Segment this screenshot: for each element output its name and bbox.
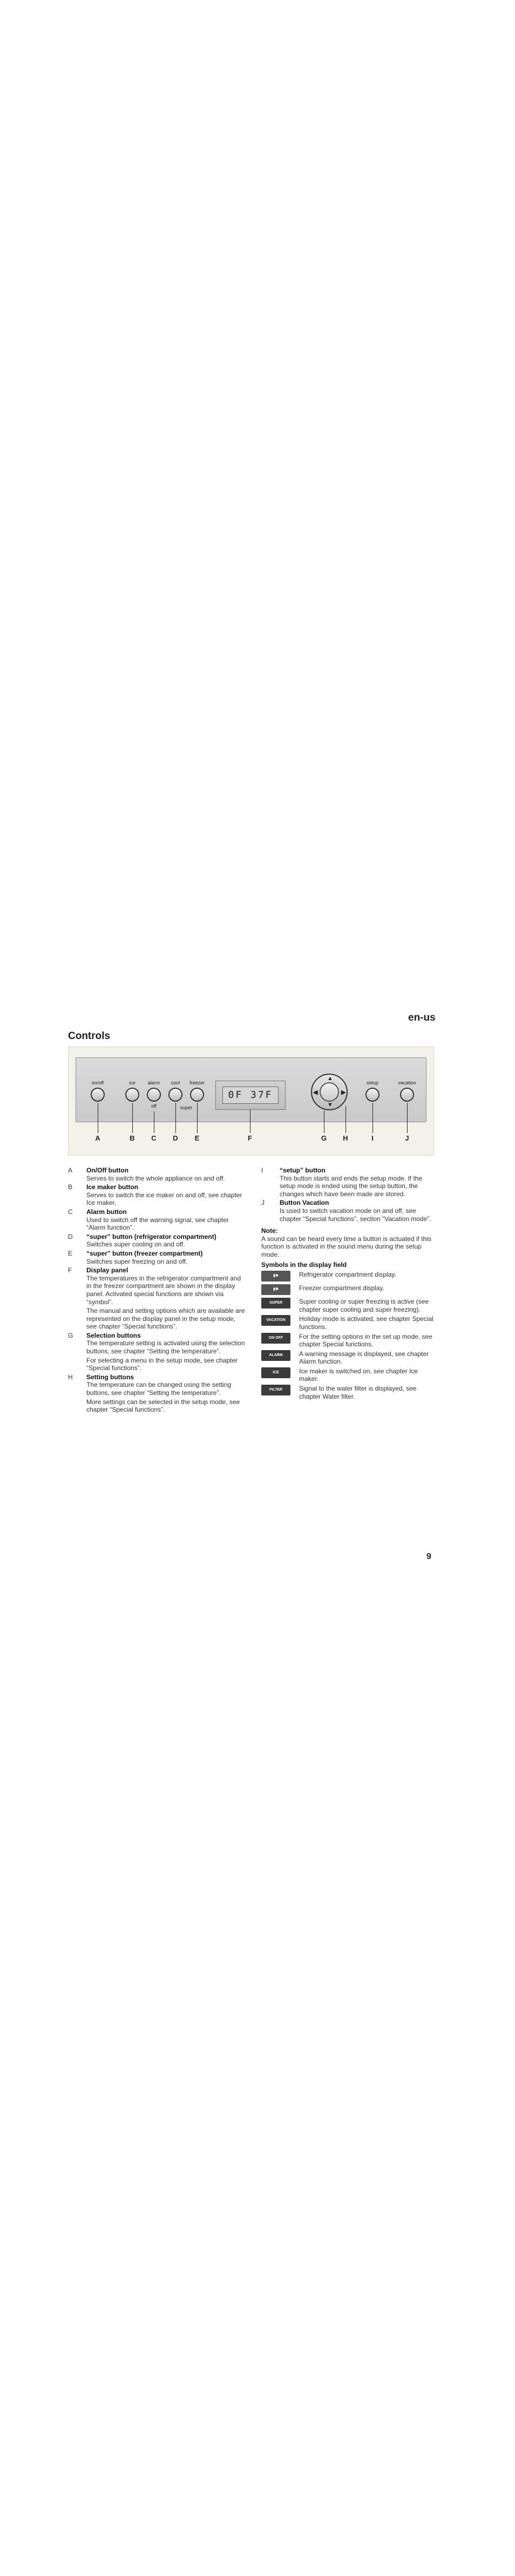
symbol-row: ALARM A warning message is displayed, see chapter Alarm function. <box>261 1350 434 1366</box>
cool-button <box>168 1088 182 1102</box>
note-title: Note: <box>261 1227 278 1235</box>
super-symbol-icon: SUPER <box>261 1298 290 1309</box>
callout-letter-f: F <box>248 1134 252 1142</box>
legend-item-f: F Display panel The temperatures in the refrigerator compartment and in the freezer compartment are shown in the display panel. Activated special functions are shown via “symbol”. The manual and setting options which are available are represented on the display panel in the setup mode, see chapter “Special functions”. <box>68 1266 245 1331</box>
arrow-down-icon: ▼ <box>327 1102 333 1108</box>
callout-line <box>132 1103 133 1133</box>
vacation-label: vacation <box>398 1080 416 1085</box>
alarm-label: alarm <box>147 1080 160 1085</box>
callout-line <box>175 1103 176 1133</box>
callout-line <box>407 1103 408 1133</box>
freezer-button <box>190 1088 204 1102</box>
ice-symbol-icon: ICE <box>261 1367 290 1378</box>
callout-letter-b: B <box>130 1134 135 1142</box>
callout-letter-e: E <box>194 1134 200 1142</box>
arrow-left-icon: ◀ <box>313 1089 318 1096</box>
callout-line <box>372 1103 373 1133</box>
callout-line <box>197 1103 198 1133</box>
left-column <box>68 1166 246 1415</box>
arrow-up-icon: ▲ <box>327 1075 333 1082</box>
ice-label: ice <box>129 1080 135 1085</box>
callout-letter-c: C <box>151 1134 157 1142</box>
language-label: en-us <box>408 1012 436 1023</box>
vacation-symbol-icon: VACATION <box>261 1315 290 1326</box>
callout-letter-j: J <box>405 1134 409 1142</box>
alarm-off-label: off <box>151 1103 157 1109</box>
callout-letter-g: G <box>321 1134 327 1142</box>
legend-item-e: E “super” button (freezer compartment) Switches super freezing on and off. <box>68 1249 203 1265</box>
dial-center <box>320 1082 339 1102</box>
symbol-row: ▮❄ Refrigerator compartment display. <box>261 1271 434 1283</box>
on-off-button <box>91 1088 105 1102</box>
arrow-right-icon: ▶ <box>341 1089 346 1096</box>
setup-label: setup <box>366 1080 379 1085</box>
display-panel <box>215 1081 286 1110</box>
symbol-row: ICE Ice maker is switched on, see chapter Ice maker. <box>261 1367 434 1383</box>
vacation-button <box>400 1088 414 1102</box>
fridge-display-icon: ▮❄ <box>261 1271 290 1282</box>
alarm-button <box>147 1088 161 1102</box>
display-readout: 0F 37F <box>222 1087 279 1104</box>
filter-symbol-icon: FILTER <box>261 1385 290 1395</box>
callout-letter-d: D <box>173 1134 178 1142</box>
legend-item-g: G Selection buttons The temperature setting is activated using the selection buttons, see chapter “Setting the temperature”. For selecting a menu in the setup mode, see chapter “Special functions”. <box>68 1331 245 1372</box>
symbol-row: VACATION Holiday mode is activated, see chapter Special functions. <box>261 1315 434 1331</box>
super-label: super <box>180 1105 193 1110</box>
symbol-row: ▮✱ Freezer compartment display. <box>261 1284 434 1296</box>
freezer-label: freezer <box>189 1080 205 1085</box>
setup-button <box>365 1088 380 1102</box>
callout-letter-h: H <box>343 1134 348 1142</box>
legend-item-c: C Alarm button Used to switch off the warning signal, see chapter “Alarm function”. <box>68 1208 229 1232</box>
legend-item-h: H Setting buttons The temperature can be changed using the setting buttons, see chapter “Setting the temperature”. More settings can be selected in the setup mode, see chapter “Special functions”. <box>68 1373 240 1414</box>
selection-dial <box>311 1074 348 1110</box>
symbols-title: Symbols in the display field <box>261 1260 347 1269</box>
legend-item-a: A On/Off button Serves to switch the whole appliance on and off. <box>68 1166 225 1182</box>
note-text: A sound can be heard every time a button is actuated if this function is activated in the sound menu during the setup mode. <box>261 1235 431 1258</box>
callout-line <box>345 1106 346 1133</box>
symbol-row: FILTER Signal to the water filter is displayed, see chapter Water filter. <box>261 1385 434 1400</box>
right-column <box>261 1166 434 1402</box>
on-off-label: on/off <box>91 1080 104 1085</box>
callout-letter-a: A <box>95 1134 100 1142</box>
symbol-row: SUPER Super cooling or super freezing is active (see chapter super cooling and super freezing). <box>261 1298 434 1313</box>
legend-item-i: I “setup” button This button starts and ends the setup mode. If the setup mode is ended using the setup button, the changes which have been made are stored. <box>261 1166 423 1198</box>
alarm-symbol-icon: ALARM <box>261 1350 290 1361</box>
legend-item-j: J Button Vacation Is used to switch vacation mode on and off, see chapter “Special functions”, section “Vacation mode”. <box>261 1199 431 1223</box>
freezer-display-icon: ▮✱ <box>261 1284 290 1295</box>
legend-item-d: D “super” button (refrigerator compartment) Switches super cooling on and off. <box>68 1232 216 1249</box>
legend-item-b: B Ice maker button Serves to switch the ice maker on and off, see chapter Ice maker. <box>68 1183 242 1207</box>
on-off-symbol-icon: ON OFF <box>261 1333 290 1344</box>
callout-letter-i: I <box>371 1134 374 1142</box>
section-title: Controls <box>68 1030 111 1042</box>
symbol-row: ON OFF For the setting options in the set up mode, see chapter Special functions. <box>261 1333 434 1348</box>
cool-label: cool <box>171 1080 180 1085</box>
ice-button <box>125 1088 139 1102</box>
page-number: 9 <box>426 1552 431 1561</box>
